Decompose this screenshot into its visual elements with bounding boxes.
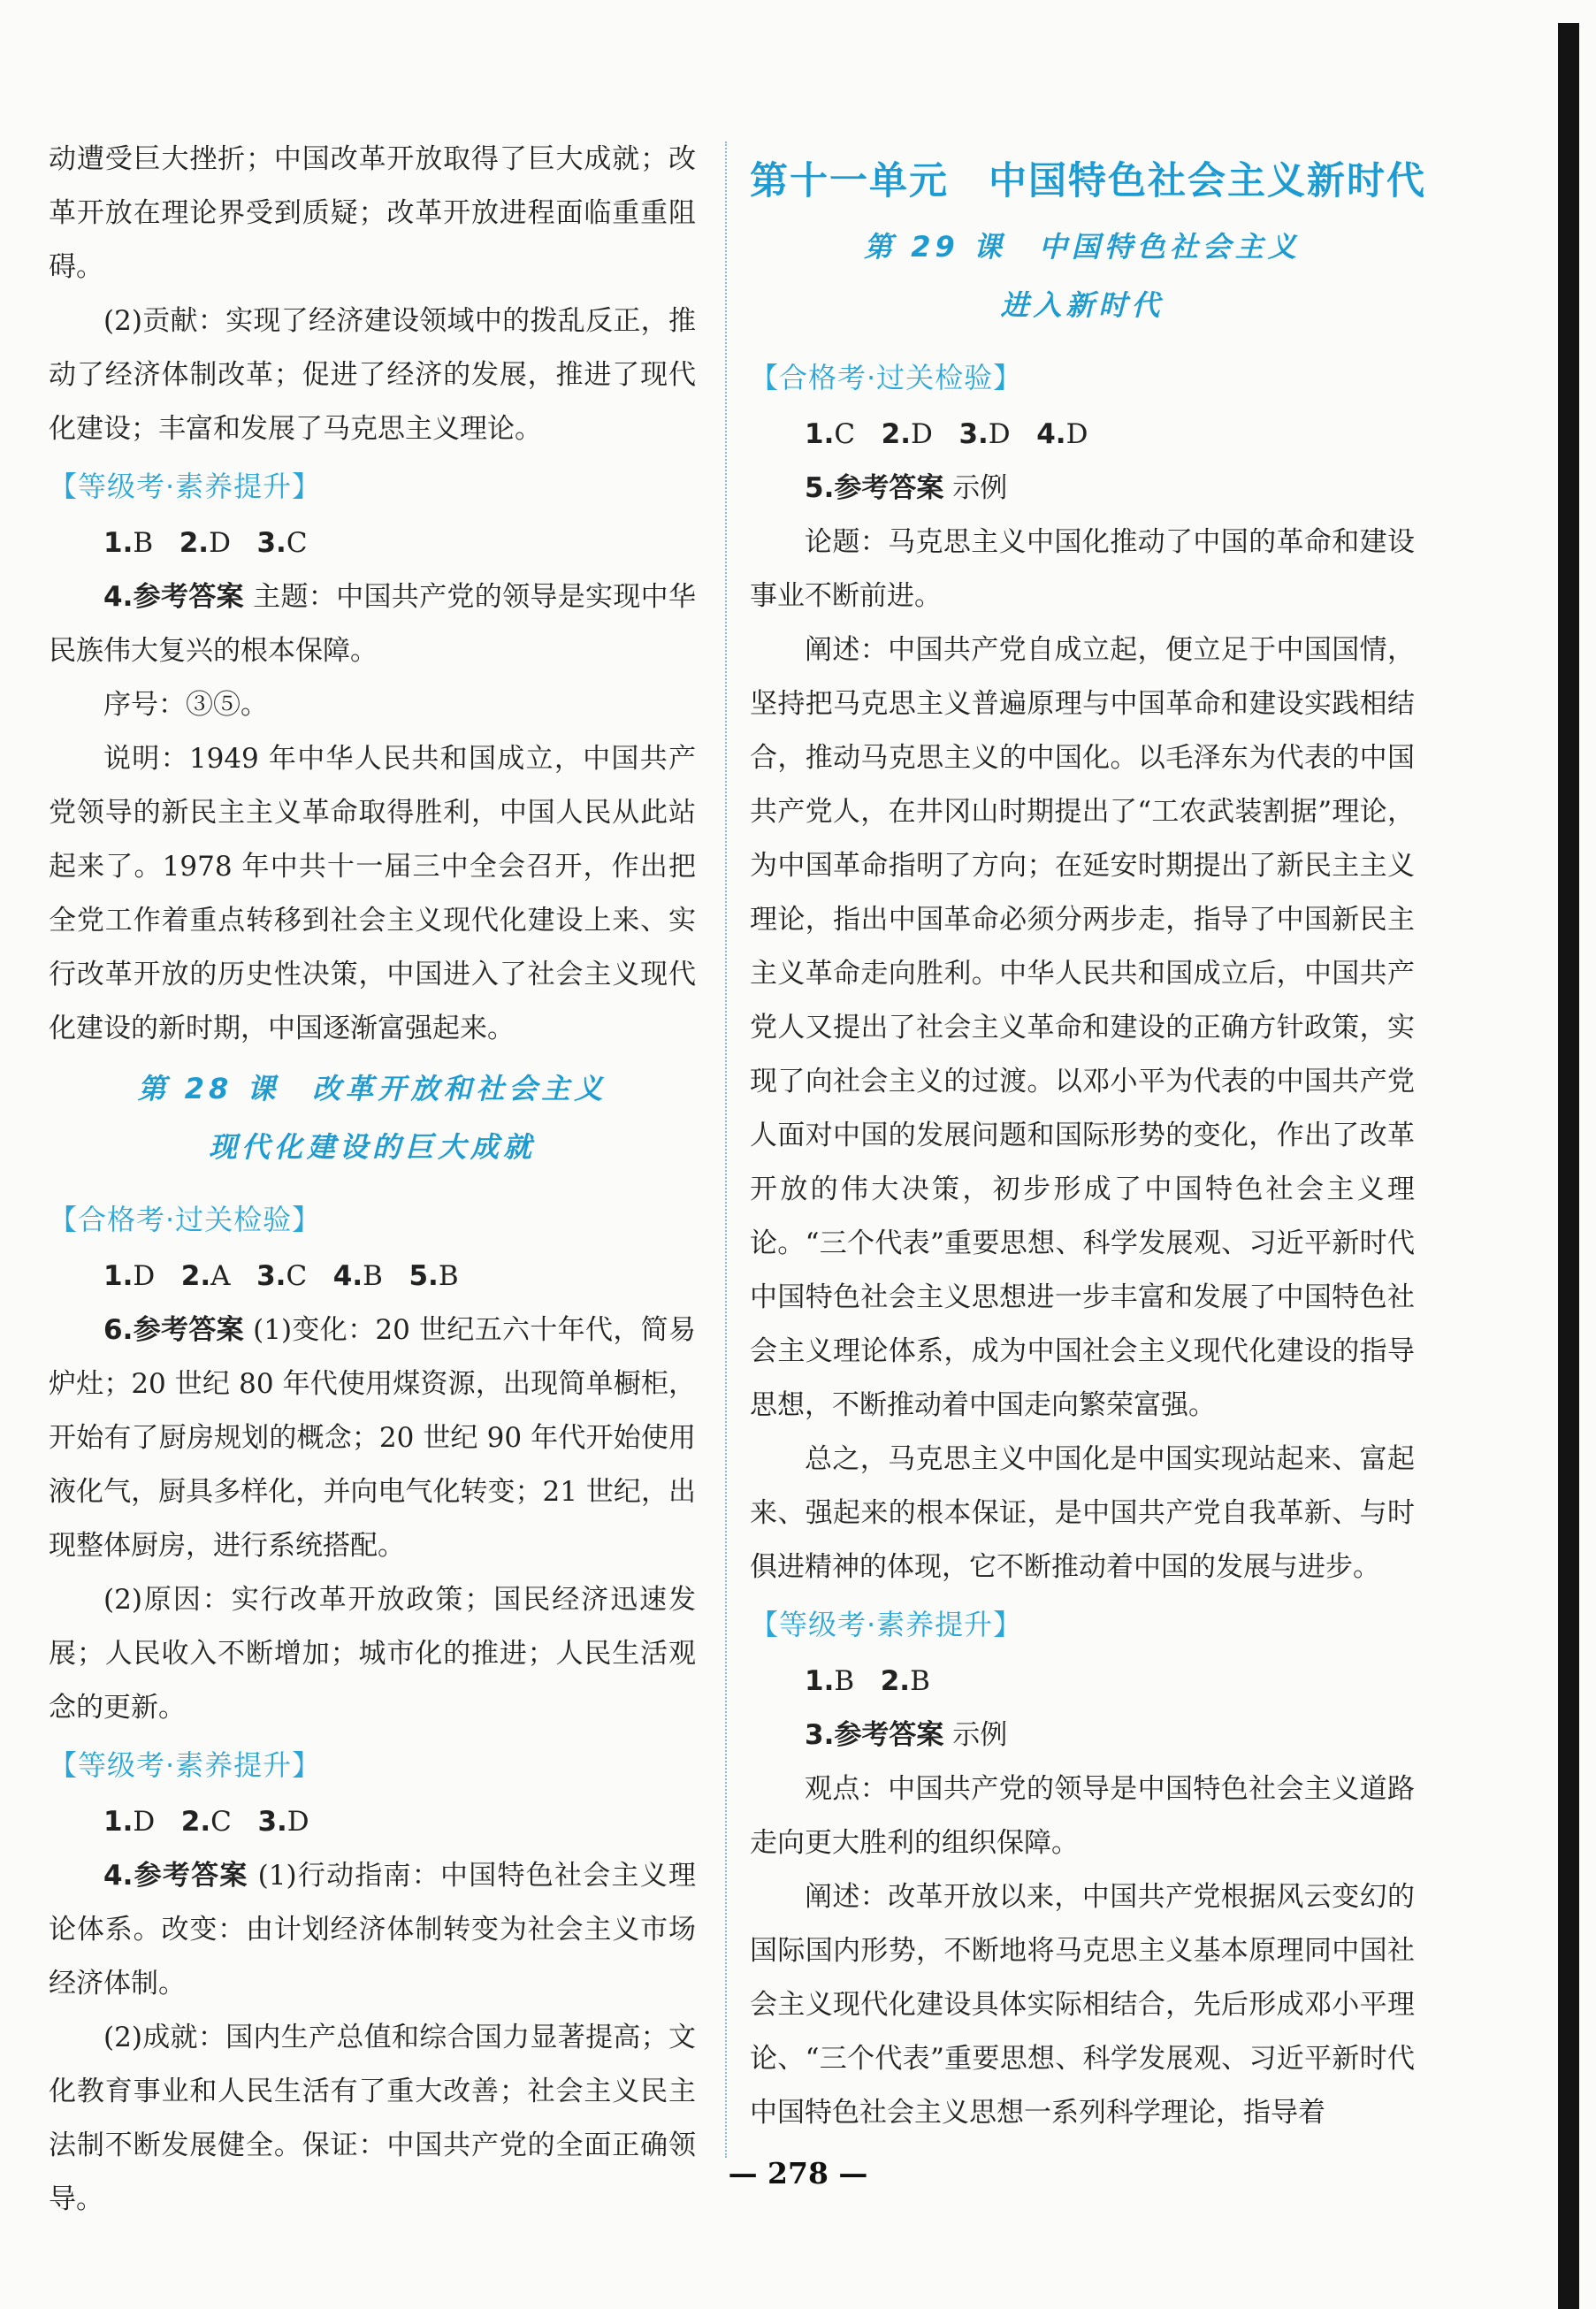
reference-answer: 5.参考答案 示例 bbox=[805, 472, 1008, 504]
answer-item: 2.B bbox=[880, 1665, 930, 1697]
answer-item: 1.B bbox=[805, 1665, 855, 1697]
answer-paragraph: 阐述：中国共产党自成立起，便立足于中国国情，坚持把马克思主义普遍原理与中国革命和建设实践相结合，推动马克思主义的中国化。以毛泽东为代表的中国共产党人，在井冈山时期提出了“工农武装割据”理论，为中国革命指明了方向；在延安时期提出了新民主主义理论，指出中国革命必须分两步走，指导了中国新民主主义革命走向胜利。中华人民共和国成立后，中国共产党人又提出了社会主义革命和建设的正确方针政策，实现了向社会主义的过渡。以邓小平为代表的中国共产党人面对中国的发展问题和国际形势的变化，作出了改革开放的伟大决策，初步形成了中国特色社会主义理论。“三个代表”重要思想、科学发展观、习近平新时代中国特色社会主义思想进一步丰富和发展了中国特色社会主义理论体系，成为中国社会主义现代化建设的指导思想，不断推动着中国走向繁荣富强。 bbox=[750, 634, 1415, 1421]
answer-paragraph: 动遭受巨大挫折；中国改革开放取得了巨大成就；改革开放在理论界受到质疑；改革开放进程面临重重阻碍。 bbox=[49, 143, 696, 283]
answer-key-row bbox=[750, 1655, 1415, 1709]
section-heading: 【等级考·素养提升】 bbox=[49, 470, 322, 503]
answer-item: 2.A bbox=[180, 1260, 231, 1292]
lesson-title bbox=[750, 218, 1415, 334]
answer-key-row bbox=[49, 516, 696, 570]
column-divider bbox=[725, 141, 727, 2158]
lesson-title-line: 第 29 课 中国特色社会主义 bbox=[864, 230, 1301, 264]
answer-paragraph: 论题：马克思主义中国化推动了中国的革命和建设事业不断前进。 bbox=[750, 526, 1415, 612]
answer-item: 1.D bbox=[103, 1806, 156, 1838]
answer-key-row bbox=[49, 1250, 696, 1304]
answer-paragraph: 总之，马克思主义中国化是中国实现站起来、富起来、强起来的根本保证，是中国共产党自我革新、与时俱进精神的体现，它不断推动着中国的发展与进步。 bbox=[750, 1443, 1415, 1583]
answer-item: 2.D bbox=[179, 527, 231, 559]
answer-item: 4.D bbox=[1036, 418, 1088, 450]
answer-item: 3.C bbox=[256, 527, 308, 559]
reference-answer: 4.参考答案 主题：中国共产党的领导是实现中华民族伟大复兴的根本保障。 bbox=[49, 581, 697, 667]
reference-answer: 4.参考答案 (1)行动指南：中国特色社会主义理论体系。改变：由计划经济体制转变为社会主义市场经济体制。 bbox=[49, 1860, 696, 1999]
lesson-title-line: 现代化建设的巨大成就 bbox=[208, 1130, 536, 1164]
lesson-title-line: 进入新时代 bbox=[1000, 288, 1165, 322]
section-heading: 【等级考·素养提升】 bbox=[750, 1608, 1023, 1641]
section-heading: 【合格考·过关检验】 bbox=[49, 1203, 322, 1236]
answer-key-row bbox=[750, 408, 1415, 462]
answer-paragraph: 观点：中国共产党的领导是中国特色社会主义道路走向更大胜利的组织保障。 bbox=[750, 1773, 1415, 1859]
answer-item: 3.D bbox=[958, 418, 1011, 450]
answer-paragraph: (2)原因：实行改革开放政策；国民经济迅速发展；人民收入不断增加；城市化的推进；人民生活观念的更新。 bbox=[49, 1584, 696, 1724]
answer-item: 2.C bbox=[180, 1806, 232, 1838]
unit-title: 第十一单元 中国特色社会主义新时代 bbox=[750, 159, 1426, 203]
section-heading: 【合格考·过关检验】 bbox=[750, 361, 1023, 394]
answer-item: 2.D bbox=[881, 418, 933, 450]
answer-paragraph: (2)成就：国内生产总值和综合国力显著提高；文化教育事业和人民生活有了重大改善；社会主义民主法制不断发展健全。保证：中国共产党的全面正确领导。 bbox=[49, 2022, 696, 2215]
lesson-title-line: 第 28 课 改革开放和社会主义 bbox=[137, 1072, 607, 1105]
answer-item: 3.C bbox=[256, 1260, 308, 1292]
lesson-title bbox=[49, 1059, 696, 1176]
reference-answer: 3.参考答案 示例 bbox=[805, 1719, 1008, 1751]
page-edge-shadow bbox=[1558, 23, 1579, 2309]
answer-item: 1.C bbox=[805, 418, 856, 450]
right-column bbox=[750, 133, 1426, 2140]
answer-item: 1.B bbox=[103, 527, 154, 559]
reference-answer: 6.参考答案 (1)变化：20 世纪五六十年代，简易炉灶；20 世纪 80 年代使用煤资源，出现简单橱柜，开始有了厨房规划的概念；20 世纪 90 年代开始使用液化气，厨具多样化，并向电气化转变；21 世纪，出现整体厨房，进行系统搭配。 bbox=[49, 1314, 696, 1562]
answer-item: 5.B bbox=[409, 1260, 459, 1292]
answer-key-row bbox=[49, 1795, 696, 1849]
answer-item: 1.D bbox=[103, 1260, 156, 1292]
answer-paragraph: 序号：③⑤。 bbox=[103, 689, 268, 721]
answer-paragraph: 阐述：改革开放以来，中国共产党根据风云变幻的国际国内形势，不断地将马克思主义基本原理同中国社会主义现代化建设具体实际相结合，先后形成邓小平理论、“三个代表”重要思想、科学发展观、习近平新时代中国特色社会主义思想一系列科学理论，指导着 bbox=[750, 1881, 1415, 2129]
answer-paragraph: (2)贡献：实现了经济建设领域中的拨乱反正，推动了经济体制改革；促进了经济的发展，推进了现代化建设；丰富和发展了马克思主义理论。 bbox=[49, 305, 696, 445]
left-column bbox=[49, 133, 696, 2227]
answer-item: 3.D bbox=[257, 1806, 309, 1838]
section-heading: 【等级考·素养提升】 bbox=[49, 1748, 322, 1782]
page-number: — 278 — bbox=[728, 2156, 868, 2190]
answer-item: 4.B bbox=[332, 1260, 383, 1292]
answer-paragraph: 说明：1949 年中华人民共和国成立，中国共产党领导的新民主主义革命取得胜利，中国人民从此站起来了。1978 年中共十一届三中全会召开，作出把全党工作着重点转移到社会主义现代化建设上来、实行改革开放的历史性决策，中国进入了社会主义现代化建设的新时期，中国逐渐富强起来。 bbox=[49, 743, 696, 1044]
